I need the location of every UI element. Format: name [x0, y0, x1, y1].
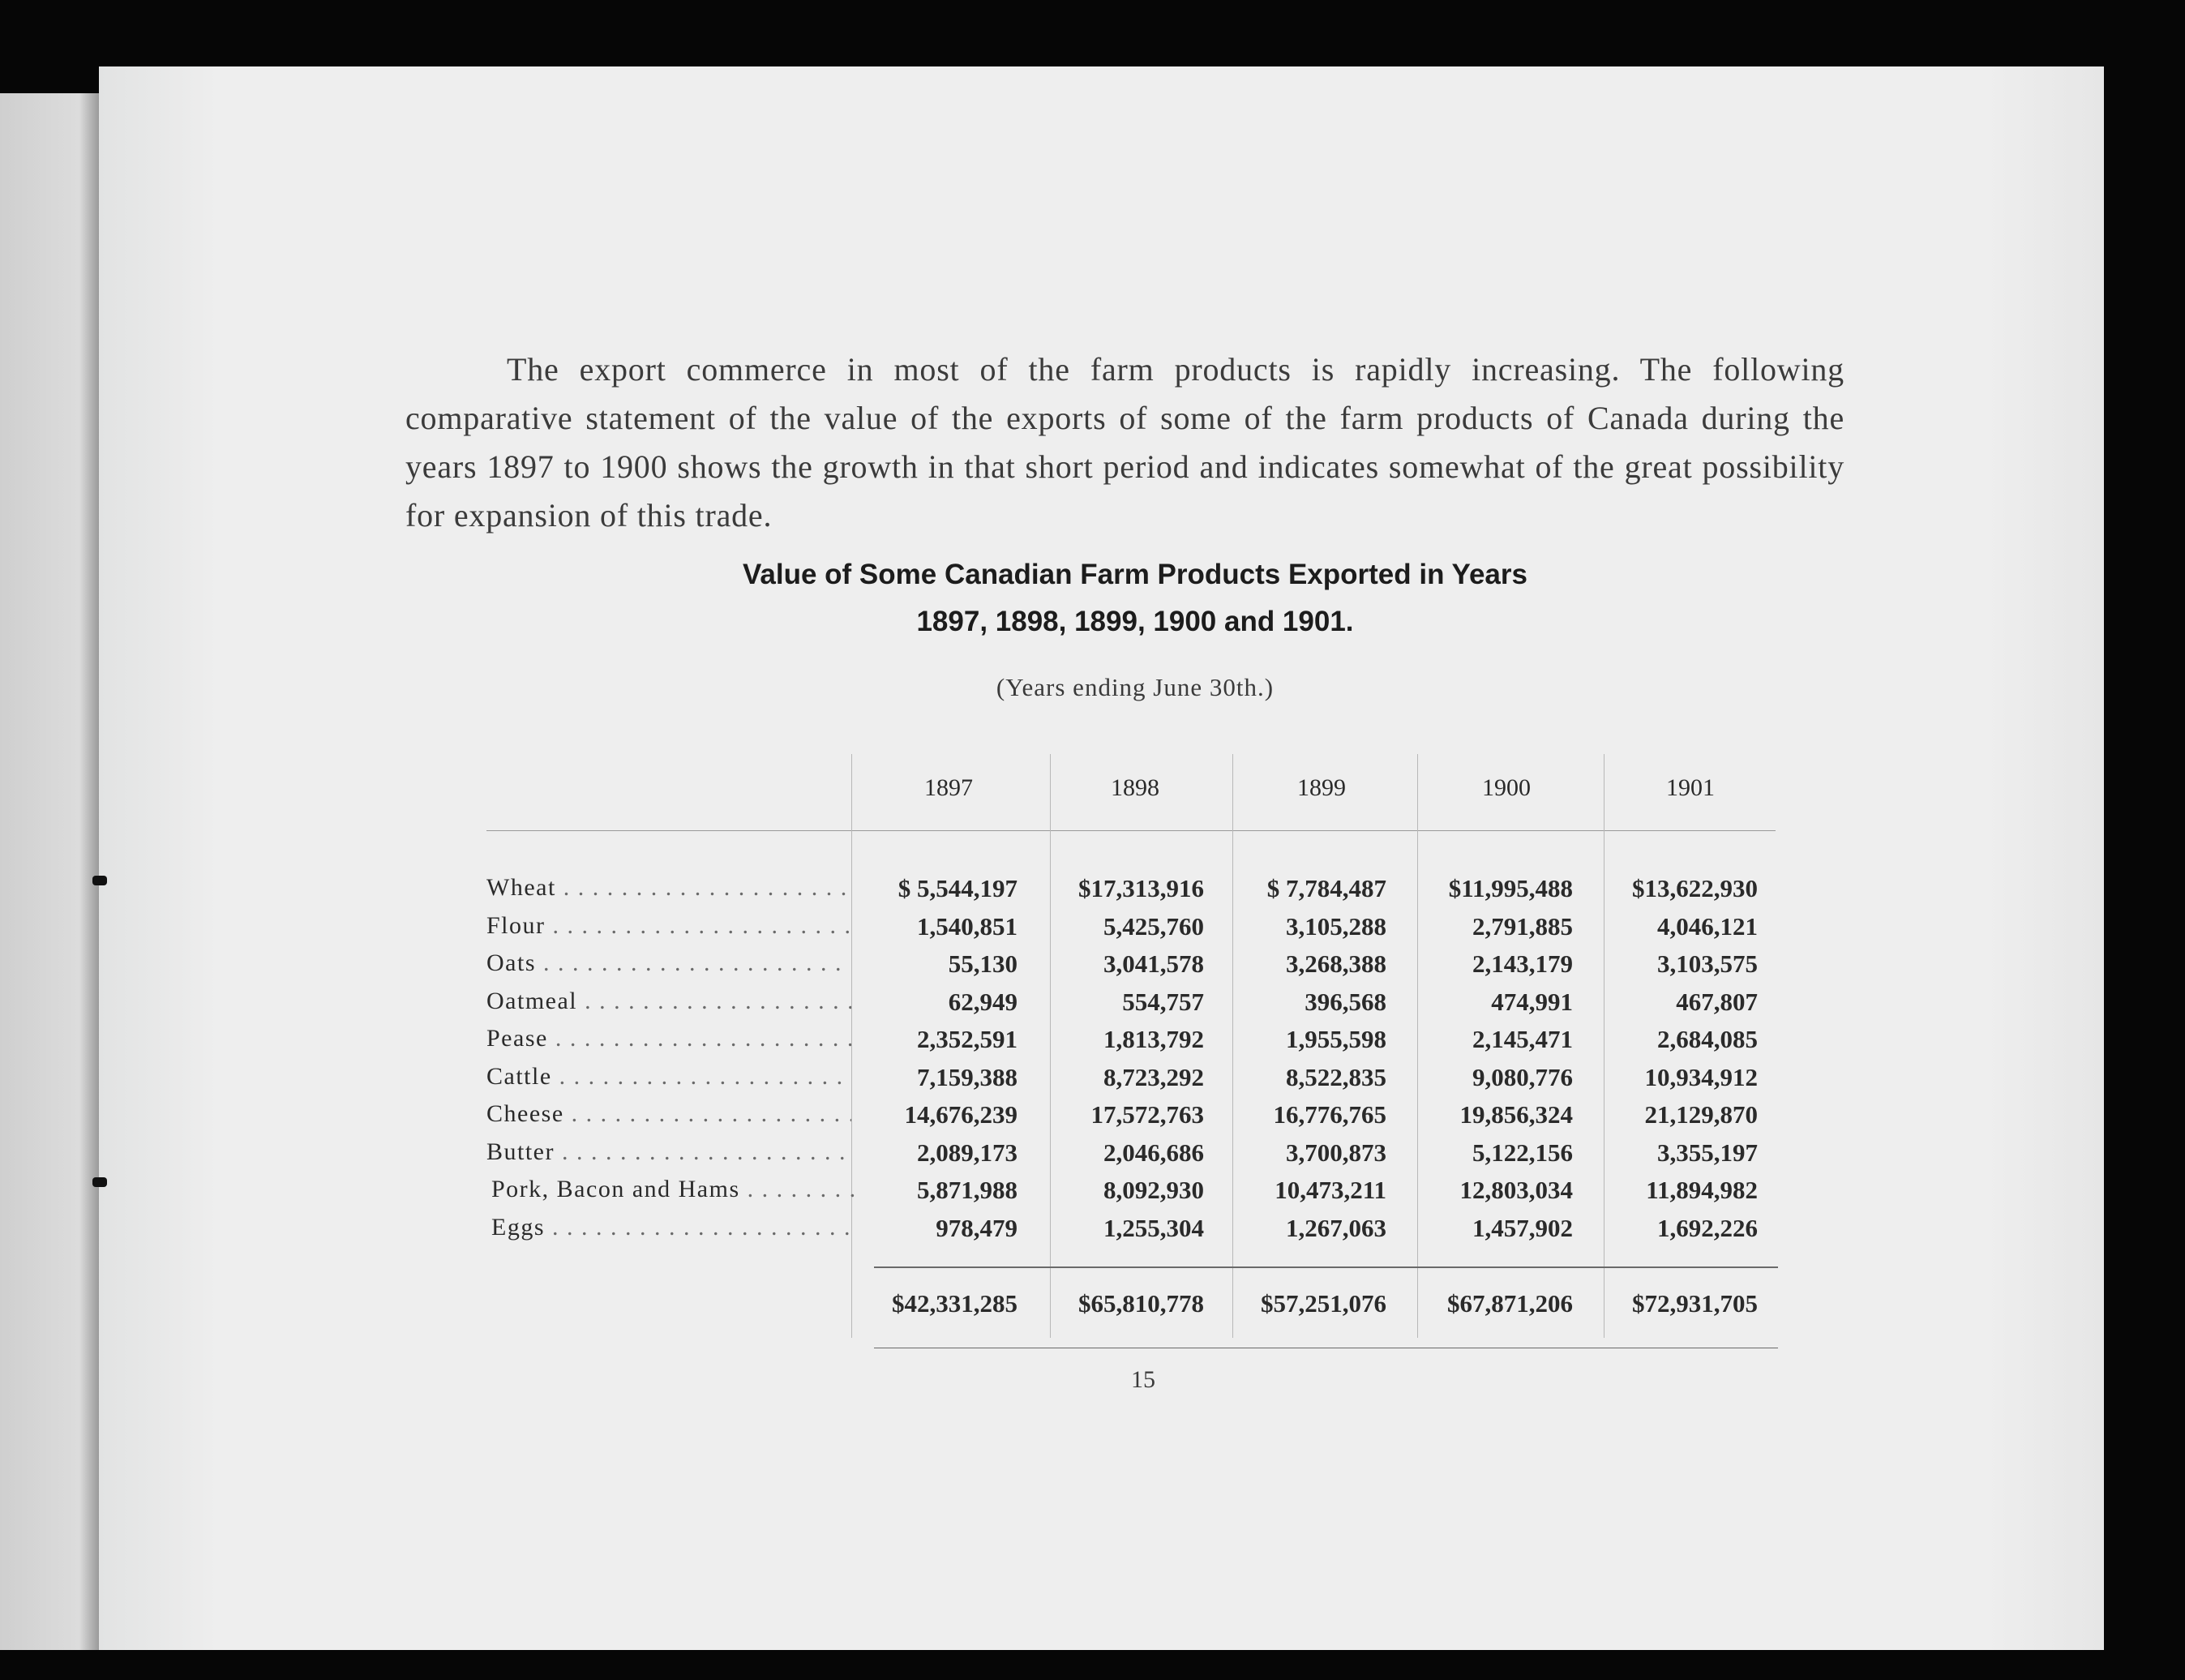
table-cell: 2,089,173 — [917, 1138, 1018, 1167]
table-cell: $ 7,784,487 — [1266, 874, 1386, 902]
table-cell: 1,255,304 — [1103, 1213, 1204, 1242]
scan-mark — [92, 876, 107, 885]
column-header-year: 1900 — [1482, 774, 1531, 801]
column-header-year: 1901 — [1666, 774, 1715, 801]
table-cell: 396,568 — [1305, 987, 1386, 1016]
table-cell: 467,807 — [1676, 987, 1758, 1016]
table-cell: 5,871,988 — [917, 1176, 1018, 1204]
gutter-shadow — [0, 93, 99, 1650]
table-cell: $ 5,544,197 — [898, 874, 1018, 902]
table-cell: 7,159,388 — [917, 1062, 1018, 1091]
table-cell: 3,268,388 — [1286, 949, 1386, 978]
table-cell: 1,692,226 — [1657, 1213, 1758, 1242]
row-label: Oatmeal . . . — [486, 988, 851, 1015]
table-cell: $11,995,488 — [1448, 874, 1573, 902]
table-cell: 1,813,792 — [1103, 1025, 1204, 1053]
table-cell: 5,425,760 — [1103, 911, 1204, 941]
table-cell: 2,143,179 — [1472, 949, 1573, 978]
total-cell: $42,331,285 — [892, 1289, 1018, 1318]
row-label: Butter . . . — [486, 1138, 851, 1166]
table-cell: 2,145,471 — [1472, 1025, 1573, 1053]
table-cell: 2,046,686 — [1103, 1138, 1204, 1167]
table-cell: 554,757 — [1122, 987, 1204, 1016]
table-title — [568, 551, 1703, 645]
intro-paragraph: The export commerce in most of the farm products is rapidly increasing. The following comparative statement of the value of the exports of some of the farm products of Canada during the years 1897 to 1900 shows the growth in that short period and indicates somewhat of the great possibility for expansion of this trade. — [405, 351, 1844, 534]
row-label: Pease . . . — [486, 1025, 851, 1052]
table-cell: 10,473,211 — [1275, 1176, 1386, 1204]
table-cell: 3,105,288 — [1286, 911, 1386, 941]
column-header-year: 1897 — [924, 774, 973, 801]
table-cell: 3,355,197 — [1657, 1138, 1758, 1167]
table-cell: 8,092,930 — [1103, 1176, 1204, 1204]
table-cell: 62,949 — [948, 987, 1018, 1016]
total-cell: $72,931,705 — [1632, 1289, 1758, 1318]
table-cell: $17,313,916 — [1078, 874, 1204, 902]
table-cell: 10,934,912 — [1644, 1062, 1758, 1091]
table-cell: 978,479 — [936, 1213, 1018, 1242]
table-cell: 3,103,575 — [1657, 949, 1758, 978]
table-cell: 55,130 — [948, 949, 1018, 978]
table-cell: 12,803,034 — [1459, 1176, 1573, 1204]
table-title-line-2: 1897, 1898, 1899, 1900 and 1901. — [916, 606, 1354, 637]
table-cell: 3,700,873 — [1286, 1138, 1386, 1167]
table-cell: 8,723,292 — [1103, 1062, 1204, 1091]
table-cell: 16,776,765 — [1273, 1100, 1386, 1129]
table-cell: 1,457,902 — [1472, 1213, 1573, 1242]
row-label: Cattle . . . — [486, 1063, 851, 1091]
table-cell: 1,540,851 — [917, 911, 1018, 941]
table-subtitle: (Years ending June 30th.) — [996, 673, 1275, 701]
table-cell: 1,955,598 — [1286, 1025, 1386, 1053]
document-page — [99, 66, 2104, 1650]
row-label: Cheese . . . — [486, 1100, 851, 1128]
column-header-year: 1899 — [1297, 774, 1346, 801]
total-cell: $57,251,076 — [1261, 1289, 1386, 1318]
table-cell: 2,791,885 — [1472, 911, 1573, 941]
table-cell: 19,856,324 — [1459, 1100, 1573, 1129]
row-label: Flour . . . — [486, 912, 851, 940]
row-label: Wheat . . . — [486, 874, 851, 902]
table-cell: 8,522,835 — [1286, 1062, 1386, 1091]
table-cell: 3,041,578 — [1103, 949, 1204, 978]
table-cell: 4,046,121 — [1657, 911, 1758, 941]
column-header-year: 1898 — [1111, 774, 1159, 801]
scan-mark — [92, 1177, 107, 1187]
table-cell: 2,684,085 — [1657, 1025, 1758, 1053]
total-cell: $65,810,778 — [1078, 1289, 1204, 1318]
table-cell: $13,622,930 — [1632, 874, 1758, 902]
row-label: Eggs . . . — [491, 1214, 856, 1241]
table-cell: 1,267,063 — [1286, 1213, 1386, 1242]
table-cell: 5,122,156 — [1472, 1138, 1573, 1167]
table-cell: 9,080,776 — [1472, 1062, 1573, 1091]
table-cell: 14,676,239 — [904, 1100, 1018, 1129]
table-cell: 21,129,870 — [1644, 1100, 1758, 1129]
row-label: Pork, Bacon and Hams . . . — [491, 1176, 856, 1203]
total-cell: $67,871,206 — [1447, 1289, 1573, 1318]
page-number: 15 — [1131, 1366, 1155, 1393]
header-rule — [486, 830, 1776, 831]
row-label: Oats . . . — [486, 949, 851, 977]
totals-rule — [874, 1266, 1778, 1268]
table-cell: 474,991 — [1491, 987, 1573, 1016]
table-title-line-1: Value of Some Canadian Farm Products Exported in Years — [743, 559, 1527, 590]
table-cell: 11,894,982 — [1646, 1176, 1758, 1204]
table-cell: 17,572,763 — [1090, 1100, 1204, 1129]
table-cell: 2,352,591 — [917, 1025, 1018, 1053]
